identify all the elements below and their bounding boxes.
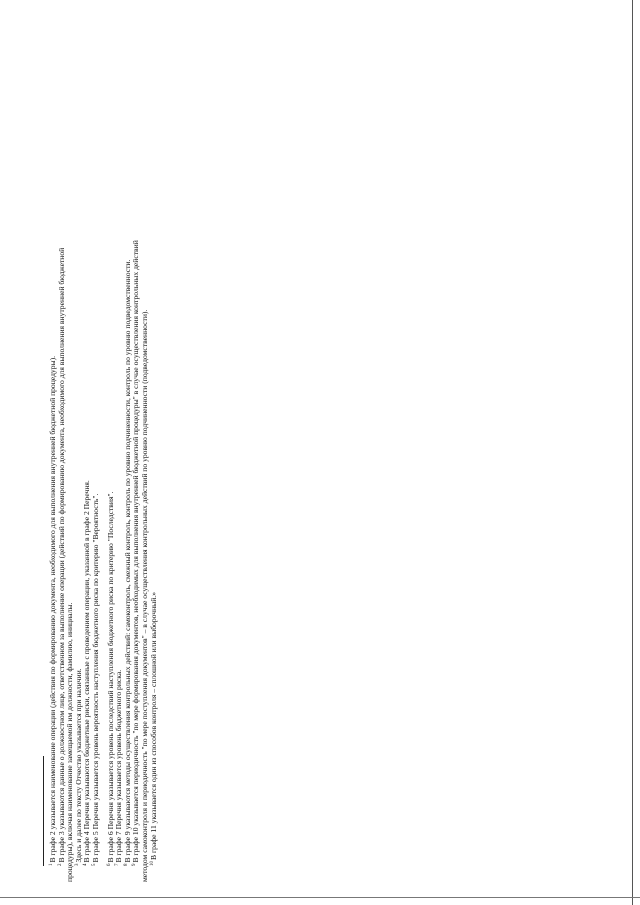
footnote-mark: 2 [57, 863, 63, 866]
footnote-text: В графе 3 указываются данные о должностном лице, ответственном за выполнение операции (действий по формированию документа, необходимого для выполнения внутренней бюджетной [56, 247, 66, 863]
footnote-5 [92, 22, 101, 882]
footnote-mark: 1 [49, 863, 54, 866]
footnote-mark: 5 [91, 863, 97, 866]
footnote-mark: 9 [132, 863, 138, 866]
footnote-text: В графе 10 указывается периодичность "по мере формирования документов, необходимых для выполнения внутренней бюджетной процедуры" в случае осуществления контрольных действий [131, 240, 141, 863]
footnote-separator-rule [43, 756, 44, 866]
footnote-mark: 4 [83, 863, 89, 866]
footnotes-block [49, 22, 158, 882]
footnote-text: В графе 11 указывается один из способов контроля – сплошной или выборочный.» [148, 592, 158, 860]
footnote-text: В графе 5 Перечня указывается уровень вероятность наступления бюджетного риска по критерию "Вероятность". [90, 493, 100, 863]
scan-edge-bottom [0, 897, 640, 898]
footnote-mark: 8 [123, 863, 129, 866]
footnote-text: В графе 9 указываются методы осуществления контрольных действий: самоконтроль, смежный контроль, контроль по уровню подчиненности, контроль по уровню подведомственности. [122, 259, 132, 863]
footnote-text: В графе 6 Перечня указывается уровень последствий наступления бюджетного риска по критерию "Последствия". [105, 491, 115, 863]
footnote-10 [150, 22, 159, 882]
footnote-text: Здесь и далее по тексту Отчество указывается при наличии. [73, 668, 83, 863]
footnote-text: методом самоконтроля и периодичность "по мере поступления документов" – в случае осуществления контрольных действий по уровню подчиненности (подведомственности). [139, 309, 149, 882]
footnote-text: процедуры), включая наименование замещаемой им должности, фамилию, инициалы. [65, 602, 75, 882]
footnote-mark: 7 [115, 863, 121, 866]
scan-edge-right [632, 0, 633, 905]
footnote-text: В графе 2 указывается наименование операции (действия по формированию документа, необходимого для выполнения внутренней бюджетной процедуры). [48, 355, 57, 863]
rotated-page-content [43, 22, 193, 882]
footnote-mark: 3 [74, 863, 80, 866]
footnote-text: В графе 4 Перечня указываются бюджетные риски, связанные с проведением операции, указанной в графе 2 Перечня. [82, 480, 92, 863]
footnote-text: В графе 7 Перечня указывается уровень бюджетного риска. [114, 669, 124, 863]
footnote-mark: 6 [106, 863, 112, 866]
footnote-mark: 10 [149, 861, 155, 866]
